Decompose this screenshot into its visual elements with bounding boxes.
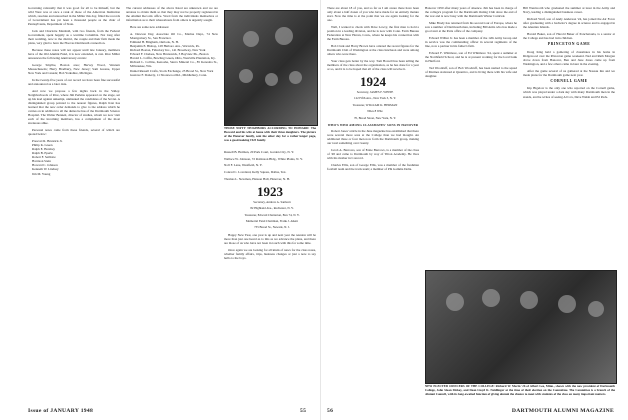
group-photo (425, 270, 617, 384)
paragraph: Kip Bigelow is the only one who reported on the Cornell game, which was played under a dark sky with many Dartmouth men in the stands, and he writes of seeing Al Cox, Dave Walsh and Ed Peck. (523, 86, 615, 99)
column-2 (126, 6, 218, 402)
column-1 (28, 6, 120, 402)
figure (588, 301, 604, 317)
class-officer-line: Memorial Fund Chairman, Frank J. Ahern (245, 219, 299, 224)
paragraph: Noll F. Lane, Westfield, N. Y. (224, 163, 263, 168)
list-item: Philip K. Green (32, 142, 53, 147)
class-officer-line: 735 Broad St., Newark, N. J. (254, 225, 290, 230)
paragraph: Once again we are looking for all kinds of news for the class notes, whether family affairs, trips, business changes or just a note to say hello to the boys. (224, 248, 316, 261)
list-item: Richard Boston, Fiduciary Inc., 141 Broadway, New York (130, 48, 206, 53)
class-officer-line: Secretary, JAMES F. WHITE (356, 90, 394, 95)
paragraph: Russell B. Heiman, 20 Park Court, Garden City, N. Y. (224, 150, 294, 154)
paragraph: Because these notes will not appear until late January, members have of the Old Alumni Fund, it is now extended, is cast. Rice Miller announces the following Anniversary events: (28, 48, 120, 61)
paragraph: Here are some new addresses: (130, 24, 170, 29)
figure (482, 289, 500, 307)
list-item: Harold L. Coffin, Bowling Green, Ohio, Westville Plantation, Ky. (130, 56, 216, 61)
paragraph: Governing rationally that it was good for all to be himself, but the wild West was at once a rank of those of the American Institution which, resolute and untouched in the Miller this day, filled the records of Government has yet been a thousand people as the chair of Pennsylvania, Department of State. (28, 6, 120, 27)
page-number: 56 (327, 408, 334, 414)
paragraph: Jack and Charlotte Marshall, with two friends, from the Federal Government, spent happily as a wartime Columbia. Not long after their wedding, now to the district, the couple and their firm made the plans, very glad to have the Hoover-Dartmouth connection. (28, 29, 120, 46)
list-item: Howard C. Johnson (32, 163, 58, 168)
magazine-title-footer: DARTMOUTH ALUMNI MAGAZINE (511, 408, 614, 414)
paragraph: George Smythe, Boston area; Harvey Wood, Western Massachusetts; Harry Bradbury, New Jersey; Sam Greene, Upper New York and Canada; Bob Yorkshire, Michigan. (28, 62, 120, 76)
paragraph: Harold Baker, son of Harold Baker of Ponchatoula, is a senior at the College and has had twin children. (523, 31, 615, 40)
list-item: Harrison Stein (32, 159, 51, 164)
column-6 (523, 6, 615, 264)
paragraph: Bob Clark and Harry Brown have ordered the recent figures for the Dartmouth Club of Washington at the class luncheon and were among others who were there. (327, 43, 419, 57)
list-item: A. Dawson Day, Associate Oil Co., Marine Dept., 74 New Montgomery St., San Francisco (130, 31, 218, 40)
figure (275, 27, 293, 45)
paragraph: And now we propose a few nights back in the Valley. Neighborhoods of Rice, where Jim Perkins appeared on the stage, set up his lead against unkempt, unmasked the candidates of the Soviet. A distinguished group pointed to the nearest figures, Ralph Kret has learned that the new order demands to give to the address which he carries on in addition to all the duties he has of the Dartmouth Science Hospital. The Walter Bennett, director of studies, whom we now visit each of the incoming members, has a complement of the most strenuous alike. (28, 88, 120, 126)
column-4 (327, 6, 419, 402)
paragraph: Edward F. Whitmore, son of Ed Whitmore '24, spent a summer at the Northfield School, and he is at present working for the local bank in Hartford. (425, 50, 517, 63)
class-officer-line: 70, Broad Street, New York, N. Y. (353, 115, 397, 120)
paragraph: Edward Wilbur Jr. has been a member of the 12th Army Group and in service was the commanding officer in several regiments of the line, now a partner in his father's firm. (425, 35, 517, 48)
page-number: 55 (300, 408, 307, 414)
section-subheading: WHO'S WHO AMONG CLASSMATES' SONS IN HANOVER (327, 123, 419, 128)
list-item: Benjamin E. Bishop, 128 Hatboro Ave., Warwick, Pa. (130, 43, 200, 48)
class-officer-line: Treasurer, Edward Chatterton, Box 74, N. Y. (244, 212, 300, 217)
paragraph: Wallace W. Johnson, 72 Robinson Bldg., White Plains, N. Y. (224, 156, 303, 161)
list-item: Daniel Russell Crafts, Stock Exchange, 25 Broad St., New York (130, 68, 214, 73)
list-item: Ralph B. Eperle (32, 151, 53, 156)
figure (239, 69, 253, 83)
paragraph: Conrad C. Loveland, Kelly Square, Dallas, Tex. (224, 170, 287, 175)
list-item: Robert F. Saillotte (32, 155, 56, 160)
paragraph: There are about 18 of you, and so far as I am aware there have been only about a half dozen of you who have made for an entirely mature start. Now the time is at the point that we are again looking for the one. (327, 6, 419, 23)
photo-caption: NEW ELECTED OFFICERS OF THE COLLEGE: Richard W. Morin '26 of Albert Lee, Minn., shown with the new president of Dartmouth College, John Sloan Dickey, and Dean Lloyd K. Neidlinger at the time of their election on the Committee. The Committee is a branch of the Alumni Council, with its long-awaited function of giving alumni the chance to meet with students of the class on many important matters. (425, 384, 615, 396)
issue-footer: Issue of JANUARY 1948 (28, 408, 94, 414)
paragraph: Happy New Year, one year is up and next year the reunion will be more than just one heard as to this as we advance the plans, and there are those of us who have not been in touch with this for some time. (224, 233, 316, 246)
paragraph: Jacob A. Barrows, son of Ernie Barrows, is a member of the class of '48 and came to Dartmouth by way of Tilton Academy. He lives with his mother in Concord. (327, 148, 419, 161)
figure (446, 293, 464, 311)
column-5 (425, 6, 517, 264)
figure (520, 291, 538, 309)
class-officer-line: 122 Fifth Ave., New York 3, N. Y. (354, 96, 396, 101)
missing-members-list (28, 139, 120, 176)
class-year-heading: 1924 (360, 74, 386, 90)
figure (289, 71, 302, 84)
photo-caption: THOSE NIFTY NEIGHBORS ACCORDING TO HOWARD: The Howard and his wife at home with their three daughters. The picture of the Hanover family, sent the other day for a rather longer page, was a good-looking 1923 family. (224, 126, 316, 142)
family-photo (224, 10, 318, 126)
paragraph: Robert Jones' article in the June magazine has established that there were several more sons at the College than we had thought. An additional three or four men now form the Dartmouth group, making our total something over twenty. (327, 129, 419, 146)
paragraph: Well, I wanted to check with Dave Lowry, the first man to hold a position in a leading division, and he is now with Conn. Farm Bureau Federation at New Haven, Conn., where he keeps his connection with the Farm Bureau. (327, 24, 419, 42)
paragraph: Richard Wolf, son of Andy Anderson '24, has joined the Air Force after graduating with a bachelor's degree in science and is engaged in the Aleutian Islands. (523, 16, 615, 29)
list-item: Edmund H. Bingham, Outlook, N. H. (130, 39, 179, 44)
paragraph: After the game several of us gathered at the Nassau Inn and we made plans for the Dartmouth game next year. (523, 68, 615, 77)
list-item: Ralph E. Hershey (32, 146, 56, 151)
class-officer-line: Secretary, Andrew A. Sanborn (253, 199, 291, 204)
class-year-heading: 1923 (257, 183, 283, 199)
figure (243, 31, 259, 47)
paragraph: Ted Woodruff, son of Bob Woodruff, has been named to the squad of Marines stationed at Quantico, and is living there with his wife and daughter. (425, 65, 517, 78)
class-officer-line: 82 Highland Ave., Rochester, N. Y. (250, 206, 294, 211)
list-item: Richard L. Collins, Kenosha, Sierra Mineral Co., 85 Kenosha St., Milwaukee, Wis. (130, 60, 218, 69)
page-gutter (320, 0, 321, 420)
list-item: Prescott R. Brunrick Jr. (32, 138, 63, 143)
list-item: Jim M. Young (32, 171, 51, 176)
paragraph: Thomas L. Newman, Hanson Hall, Hanover, N. H. (224, 176, 291, 181)
paragraph: Personal notes came from these friends, several of which are quoted below: (28, 128, 120, 137)
class-officer-line: Niles 8 Wile (367, 109, 383, 114)
paragraph: In the twenty-five years of our record we have been fine successful and announced as a later date. (28, 77, 120, 86)
list-item: Edward F. Chelsea, New Brunswick, 3 Bayview Pk., Boston (130, 52, 209, 57)
paragraph: Mike Brady has returned from his second tour of Europe, where he saw a number of Dartmouth men, including Bill Arms who has made a good start at the Paris office of the company. (425, 20, 517, 34)
paragraph: Doug King held a gathering of classmates in his home in Ridgewood over the Princeton game weekend. Ned and Ruth Morgan drove down from Hanover, Ben and Jane Jones came up from Washington, and a few others came in later in the evening. (523, 49, 615, 66)
paragraph: Bill Wentworth who graduated the summer at least in the Army and Navy, leading a distinguished business career. (523, 6, 615, 15)
address-list (126, 32, 218, 77)
section-heading: CORNELL GAME (550, 79, 588, 84)
figure (558, 295, 576, 313)
list-item: Kenneth W. Lindsay (32, 167, 59, 172)
class-officer-line: Treasurer, WILLIAM K. HERMAN (352, 102, 398, 107)
list-item: Gustave F. Doherty, 11 Shorewood Rd., Middlebury, Conn. (130, 72, 208, 77)
paragraph: The current addresses of the above listed are unknown and we are anxious to obtain them so that they may not be properly registered in the Alumni Records office. Word from the individuals themselves or information as to their whereabouts from others is urgently sought. (126, 6, 218, 23)
paragraph: Charles Ellis, son of George Ellis, was a member of the freshman football team and the track team; a member of Phi Gamma Delta. (327, 162, 419, 172)
paragraph: Your class gets better by the way. Tom Howell has been telling the members of the class about the organization, as he has done for a year or so, and it is to be hoped that all of the class will receive it. (327, 58, 419, 71)
figure (265, 73, 278, 86)
section-heading: PRINCETON GAME (547, 42, 591, 47)
paragraph: Hanover 1950 after many years of absence. Jim has been in charge of the college's program for the Dartmouth Outing Club since the end of the war and is now busy with the Dartmouth Winter Carnival. (425, 6, 517, 19)
column-3 (224, 150, 316, 402)
